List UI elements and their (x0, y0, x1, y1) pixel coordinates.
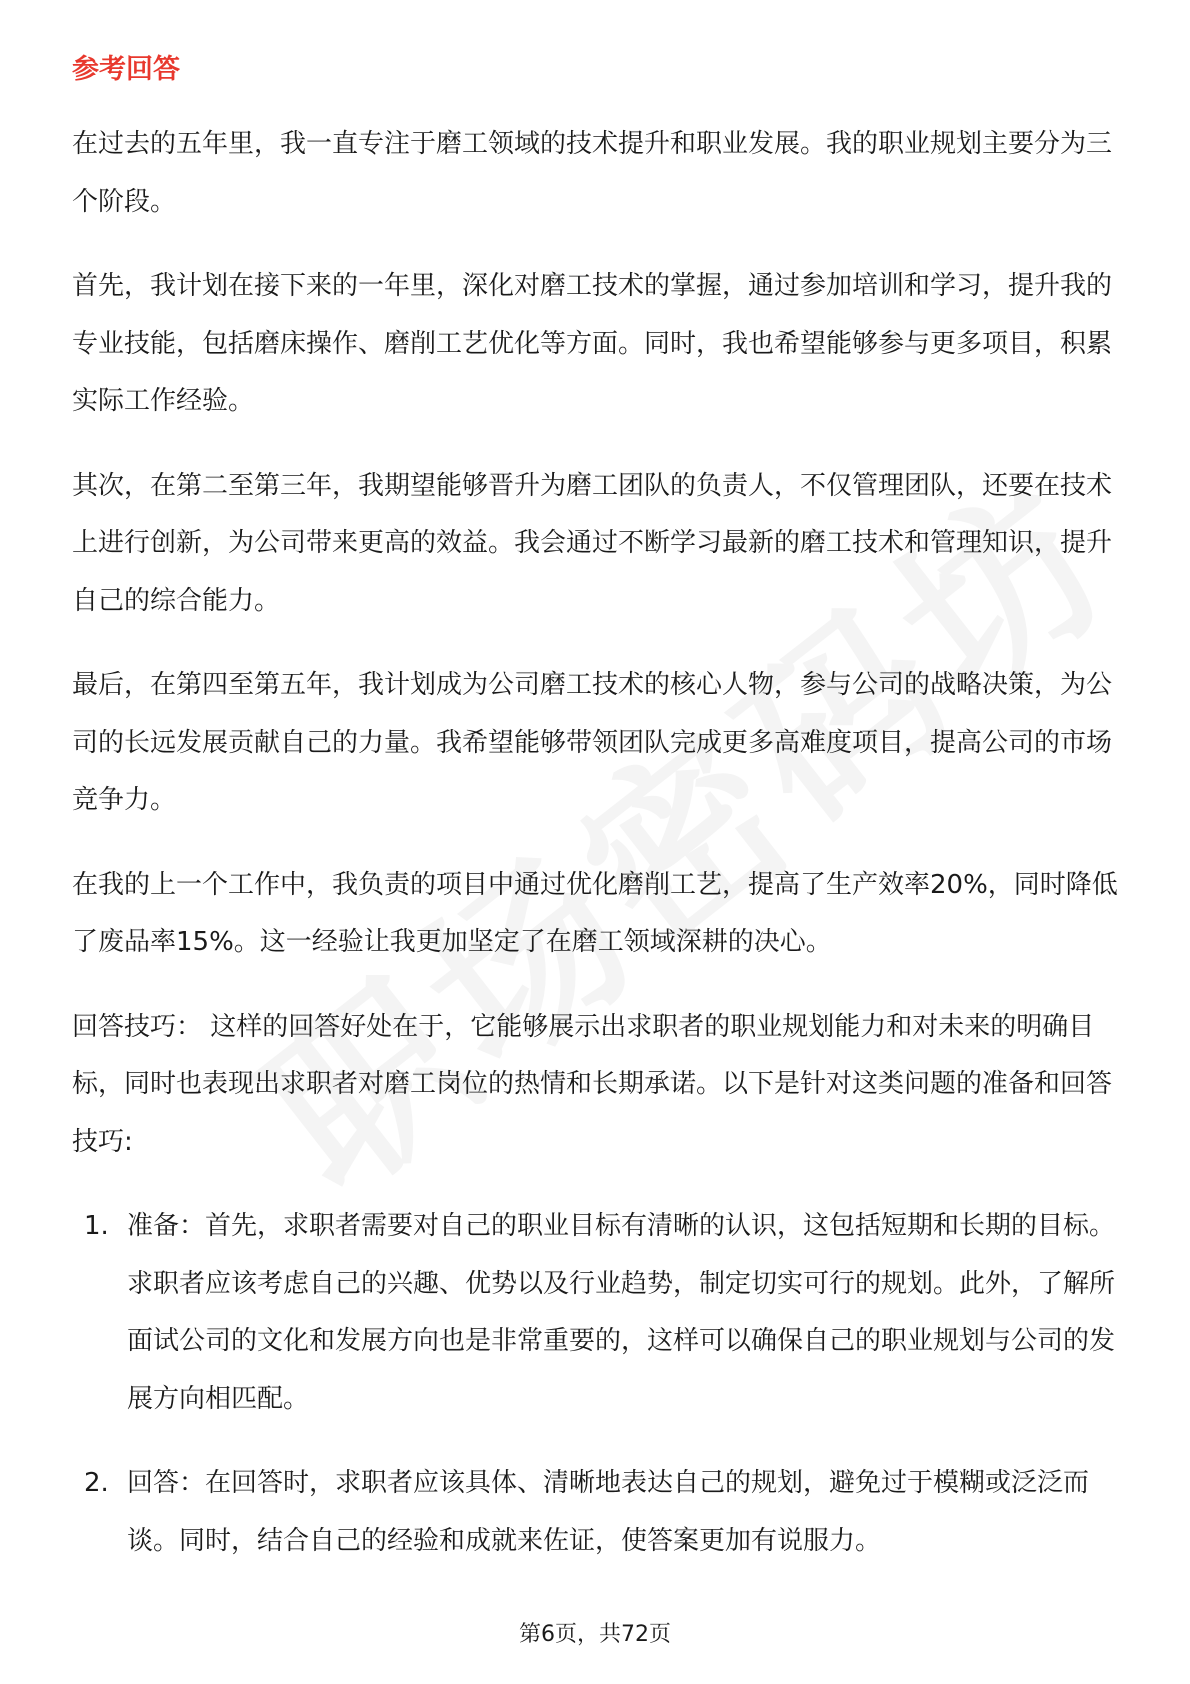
list-item-number: 2. (84, 1468, 109, 1498)
paragraph-achievement: 在我的上一个工作中，我负责的项目中通过优化磨削工艺，提高了生产效率20%，同时降低了废品率15%。这一经验让我更加坚定了在磨工领域深耕的决心。 (72, 869, 1118, 957)
page-footer (0, 1618, 1190, 1652)
list-item (72, 1198, 1122, 1428)
paragraph-third-stage: 最后，在第四至第五年，我计划成为公司磨工技术的核心人物，参与公司的战略决策，为公司的长远发展贡献自己的力量。我希望能够带领团队完成更多高难度项目，提高公司的市场竞争力。 (72, 670, 1113, 815)
tips-list (72, 1198, 1122, 1570)
page-number: 第6页，共72页 (519, 1622, 671, 1647)
list-item-number: 1. (84, 1211, 109, 1241)
paragraph-answer-tips: 回答技巧： 这样的回答好处在于，它能够展示出求职者的职业规划能力和对未来的明确目标，同时也表现出求职者对磨工岗位的热情和长期承诺。以下是针对这类问题的准备和回答技巧: (72, 1011, 1113, 1157)
list-item-text: 回答：在回答时，求职者应该具体、清晰地表达自己的规划，避免过于模糊或泛泛而谈。同时，结合自己的经验和成就来佐证，使答案更加有说服力。 (127, 1468, 1090, 1556)
section-title: 参考回答 (72, 54, 180, 85)
list-item (72, 1455, 1122, 1570)
page-content (72, 46, 1122, 1597)
list-item-text: 准备：首先，求职者需要对自己的职业目标有清晰的认识，这包括短期和长期的目标。求职者应该考虑自己的兴趣、优势以及行业趋势，制定切实可行的规划。此外，了解所面试公司的文化和发展方向也是非常重要的，这样可以确保自己的职业规划与公司的发展方向相匹配。 (127, 1211, 1116, 1414)
paragraph-first-stage: 首先，我计划在接下来的一年里，深化对磨工技术的掌握，通过参加培训和学习，提升我的专业技能，包括磨床操作、磨削工艺优化等方面。同时，我也希望能够参与更多项目，积累实际工作经验。 (72, 271, 1113, 416)
paragraph-second-stage: 其次，在第二至第三年，我期望能够晋升为磨工团队的负责人，不仅管理团队，还要在技术上进行创新，为公司带来更高的效益。我会通过不断学习最新的磨工技术和管理知识，提升自己的综合能力。 (72, 470, 1113, 616)
paragraph-intro: 在过去的五年里，我一直专注于磨工领域的技术提升和职业发展。我的职业规划主要分为三个阶段。 (72, 129, 1113, 217)
